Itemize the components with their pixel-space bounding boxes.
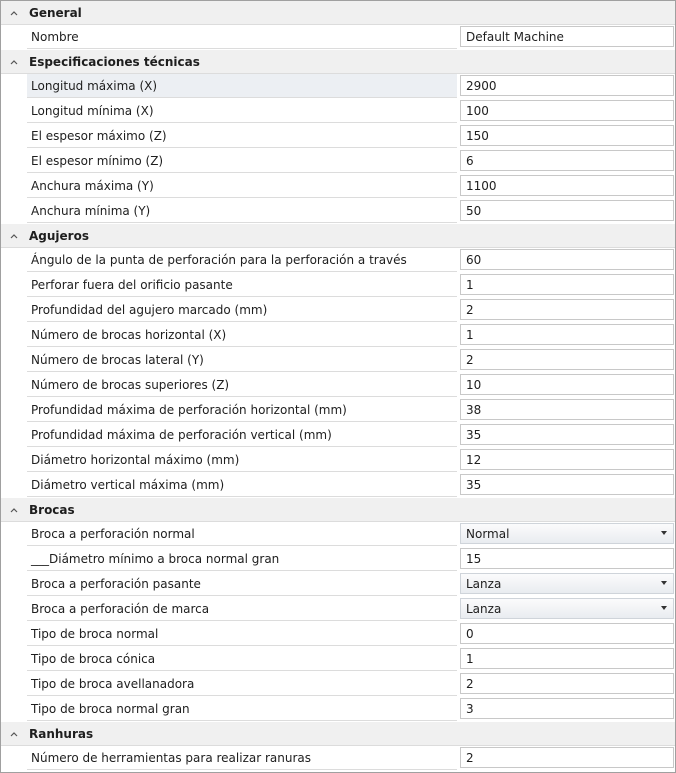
category-header-ranhuras[interactable] [1, 722, 675, 746]
property-label[interactable]: Nombre [27, 25, 457, 49]
property-value-input[interactable] [460, 299, 674, 320]
category-header-especificaciones-tecnicas[interactable] [1, 50, 675, 74]
property-value-text: 12 [466, 452, 482, 467]
property-label[interactable]: Broca a perforación pasante [27, 572, 457, 596]
dropdown-arrow-icon[interactable] [661, 531, 667, 535]
property-value-text: 1 [466, 651, 474, 666]
property-label[interactable]: Diámetro vertical máxima (mm) [27, 473, 457, 497]
property-label[interactable]: Número de herramientas para realizar ranuras [27, 746, 457, 770]
property-value-input[interactable] [460, 26, 674, 47]
property-value-text: 2 [466, 676, 474, 691]
property-value-text: 50 [466, 203, 482, 218]
property-value-text: 2 [466, 352, 474, 367]
property-label[interactable]: Longitud máxima (X) [27, 74, 457, 98]
property-label[interactable]: Tipo de broca avellanadora [27, 672, 457, 696]
property-value-input[interactable] [460, 449, 674, 470]
property-label[interactable]: El espesor mínimo (Z) [27, 149, 457, 173]
property-value-text: Default Machine [466, 29, 564, 44]
property-row[interactable] [1, 746, 675, 771]
property-row[interactable] [1, 25, 675, 50]
property-value-dropdown[interactable] [460, 598, 674, 619]
category-title: Especificaciones técnicas [29, 54, 200, 69]
category-header-general[interactable] [1, 1, 675, 25]
property-row[interactable] [1, 672, 675, 697]
property-value-input[interactable] [460, 424, 674, 445]
property-value-text: 2900 [466, 78, 497, 93]
property-value-text: 1 [466, 327, 474, 342]
property-label[interactable]: Broca a perforación de marca [27, 597, 457, 621]
property-row[interactable] [1, 348, 675, 373]
property-row[interactable] [1, 522, 675, 547]
property-label[interactable]: Ángulo de la punta de perforación para la perforación a través [27, 248, 457, 272]
property-value-text: 1 [466, 277, 474, 292]
property-row[interactable] [1, 323, 675, 348]
property-row[interactable] [1, 547, 675, 572]
property-label[interactable]: Tipo de broca normal [27, 622, 457, 646]
property-row[interactable] [1, 99, 675, 124]
category-title: General [29, 5, 82, 20]
property-row[interactable] [1, 298, 675, 323]
property-row[interactable] [1, 124, 675, 149]
property-label[interactable]: Tipo de broca normal gran [27, 697, 457, 721]
property-label[interactable]: Broca a perforación normal [27, 522, 457, 546]
property-label[interactable]: Número de brocas horizontal (X) [27, 323, 457, 347]
property-value-text: 0 [466, 626, 474, 641]
property-value-input[interactable] [460, 747, 674, 768]
property-row[interactable] [1, 398, 675, 423]
property-value-text: 10 [466, 377, 482, 392]
property-label[interactable]: Profundidad máxima de perforación horizontal (mm) [27, 398, 457, 422]
property-value-input[interactable] [460, 100, 674, 121]
property-row[interactable] [1, 597, 675, 622]
property-value-text: 35 [466, 477, 482, 492]
property-label[interactable]: Número de brocas lateral (Y) [27, 348, 457, 372]
property-label[interactable]: Perforar fuera del orificio pasante [27, 273, 457, 297]
property-value-text: 6 [466, 153, 474, 168]
property-label[interactable]: El espesor máximo (Z) [27, 124, 457, 148]
property-value-input[interactable] [460, 75, 674, 96]
property-row[interactable] [1, 423, 675, 448]
property-value-text: Lanza [466, 601, 502, 616]
collapse-caret-icon[interactable] [9, 8, 19, 18]
property-label[interactable]: Número de brocas superiores (Z) [27, 373, 457, 397]
property-label[interactable]: Anchura mínima (Y) [27, 199, 457, 223]
property-value-text: 1100 [466, 178, 497, 193]
collapse-caret-icon[interactable] [9, 231, 19, 241]
property-value-text: 15 [466, 551, 482, 566]
property-label[interactable]: Profundidad máxima de perforación vertical (mm) [27, 423, 457, 447]
property-row[interactable] [1, 697, 675, 722]
property-label[interactable]: Diámetro horizontal máximo (mm) [27, 448, 457, 472]
collapse-caret-icon[interactable] [9, 57, 19, 67]
property-row[interactable] [1, 622, 675, 647]
property-label[interactable]: Anchura máxima (Y) [27, 174, 457, 198]
property-value-text: 150 [466, 128, 489, 143]
property-value-dropdown[interactable] [460, 523, 674, 544]
property-row[interactable] [1, 149, 675, 174]
property-value-input[interactable] [460, 324, 674, 345]
property-row[interactable] [1, 647, 675, 672]
dropdown-arrow-icon[interactable] [661, 606, 667, 610]
category-header-brocas[interactable] [1, 498, 675, 522]
property-value-input[interactable] [460, 274, 674, 295]
property-value-input[interactable] [460, 548, 674, 569]
property-value-text: 38 [466, 402, 482, 417]
property-value-text: Lanza [466, 576, 502, 591]
property-row[interactable] [1, 248, 675, 273]
property-row[interactable] [1, 572, 675, 597]
category-header-agujeros[interactable] [1, 224, 675, 248]
property-value-dropdown[interactable] [460, 573, 674, 594]
property-value-text: 60 [466, 252, 482, 267]
property-value-text: 35 [466, 427, 482, 442]
category-title: Brocas [29, 502, 75, 517]
property-value-text: 3 [466, 701, 474, 716]
property-value-text: 2 [466, 750, 474, 765]
category-title: Agujeros [29, 228, 89, 243]
property-row[interactable] [1, 448, 675, 473]
property-row[interactable] [1, 373, 675, 398]
property-value-input[interactable] [460, 623, 674, 644]
property-value-text: Normal [466, 526, 510, 541]
dropdown-arrow-icon[interactable] [661, 581, 667, 585]
property-value-input[interactable] [460, 673, 674, 694]
property-value-input[interactable] [460, 349, 674, 370]
property-value-input[interactable] [460, 374, 674, 395]
property-label[interactable]: ___Diámetro mínimo a broca normal gran [27, 547, 457, 571]
property-value-text: 100 [466, 103, 489, 118]
property-value-input[interactable] [460, 200, 674, 221]
category-title: Ranhuras [29, 726, 94, 741]
property-row[interactable] [1, 473, 675, 498]
property-value-input[interactable] [460, 249, 674, 270]
property-row[interactable] [1, 174, 675, 199]
property-value-input[interactable] [460, 125, 674, 146]
property-value-input[interactable] [460, 175, 674, 196]
property-value-input[interactable] [460, 474, 674, 495]
collapse-caret-icon[interactable] [9, 505, 19, 515]
property-row[interactable] [1, 74, 675, 99]
property-label[interactable]: Tipo de broca cónica [27, 647, 457, 671]
collapse-caret-icon[interactable] [9, 729, 19, 739]
property-value-input[interactable] [460, 648, 674, 669]
property-value-input[interactable] [460, 399, 674, 420]
property-label[interactable]: Longitud mínima (X) [27, 99, 457, 123]
property-value-text: 2 [466, 302, 474, 317]
property-row[interactable] [1, 273, 675, 298]
property-value-input[interactable] [460, 698, 674, 719]
property-value-input[interactable] [460, 150, 674, 171]
property-label[interactable]: Profundidad del agujero marcado (mm) [27, 298, 457, 322]
property-row[interactable] [1, 199, 675, 224]
